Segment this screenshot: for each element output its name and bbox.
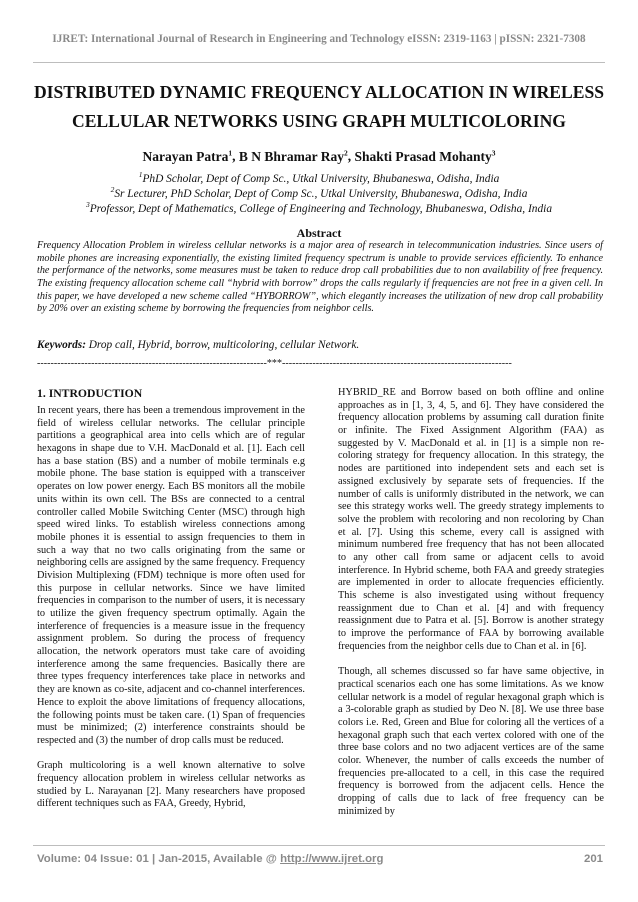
author-2: B N Bhramar Ray$^2$ xyxy=(238,148,348,164)
abstract-heading: Abstract xyxy=(296,226,342,240)
affiliation-1: $^1$PhD Scholar, Dept of Comp Sc., Utkal University, Bhubaneswa, Odisha, India xyxy=(138,170,500,185)
title-line-2: CELLULAR NETWORKS USING GRAPH MULTICOLORING xyxy=(71,111,566,131)
journal-header: IJRET: International Journal of Research in Engineering and Technology eISSN: 2319-1163 | pISSN: 2321-7308 xyxy=(52,33,586,45)
journal-link[interactable]: http://www.ijret.org xyxy=(280,853,384,865)
separator-line: --------------------------------------------------------------------***-------------------------------------------------------------------- xyxy=(37,358,512,369)
paragraph: Though, all schemes discussed so far have same objective, in practical scenarios each one has some limitations. As we know cellular network is a model of regular hexagonal graph which is a 3-colorable graph as studied by Deo N. [8]. We use three base colors i.e. Red, Green and Blue for coloring all the vertices of a hexagonal graph such that each vertex colored with one of the three base colors and no two adjacent vertices are of the same color. Whenever, the number of calls exceeds the number of frequencies pre-allocated to a cell, in this case the required frequency is borrowed from the adjacent cells. Hence the dropping of calls due to lack of free frequency can be minimized by xyxy=(338,666,604,817)
keywords xyxy=(37,339,603,351)
author-1: Narayan Patra$^1$ xyxy=(142,148,233,164)
left-column xyxy=(37,405,305,811)
paper-title xyxy=(28,78,610,136)
right-column xyxy=(338,387,604,818)
affiliation-3: $^3$Professor, Dept of Mathematics, College of Engineering and Technology, Bhubaneswa, Odisha, India xyxy=(85,200,553,215)
footer-rule xyxy=(33,845,605,846)
paragraph: HYBRID_RE and Borrow based on both offline and online approaches as in [1, 3, 4, 5, and 6]. They have considered the frequency allocation problems by assuming call duration finite or infinite. The Fixed Assignment Algorithm (FAA) as suggested by V. MacDonald et al. in [1] is a simple non re-coloring strategy for frequency allocation. In this strategy, the nodes are partitioned into independent sets and each set is assigned exclusively by separate sets of frequencies. If the number of calls is uniformly distributed in the network, we can see this strategy works well. The greedy strategy implements to solve the problem with recoloring and non recoloring by Chan et al. [7]. Using this scheme, every call is assigned with minimum numbered free frequency that has not been allocated to any other call from same or adjacent cells to avoid interference. In Hybrid scheme, both FAA and greedy strategies are implemented in order to allocate frequencies efficiently. This scheme is also investigated using without frequency reassignment due to Chan et al. [4] and with frequency reassignment due to Patra et al. [5]. Borrow is another strategy to improve the performance of FAA by borrowing available frequencies from the neighbor cells due to Chan et al. in [6]. xyxy=(338,387,604,652)
page-number: 201 xyxy=(583,853,603,865)
keywords-text: Drop call, Hybrid, borrow, multicoloring, cellular Network. xyxy=(85,339,360,351)
footer xyxy=(37,853,603,865)
affiliation-2: $^2$Sr Lecturer, PhD Scholar, Dept of Comp Sc., Utkal University, Bhubaneswa, Odisha, India xyxy=(110,185,528,200)
paragraph: In recent years, there has been a tremendous improvement in the field of wireless cellular networks. The cellular principle partitions a geographical area into cells which are of regular hexagons in shape due to V.H. MacDonald et al. [1]. Each cell has a base station (BS) and a number of mobile terminals e.g mobile phone. The base station is equipped with a transceiver operates on low power energy. Each BS monitors all the mobile units within its own cell. The BSs are connected to a central controller called Mobile Switching Center (MSC) through high speed wired links. To establish wireless connections among mobile phones it is essential to assign frequencies to them in such a way that no two calls originating from the same or neighboring cells are assigned by the same frequency. Frequency Division Multiplexing (FDM) technique is more often used for this purpose in cellular networks. Since we have limited frequencies in comparison to the number of users, it is necessary to utilize the given frequency spectrum optimally. Again the interference of frequencies is a measure issue in the frequency assignment problem. So during the process of frequency allocation, the network operators must take care of avoiding interference among the same frequencies. Basically there are three types frequency interferences take place in networks and they are known as co-site, adjacent and co-channel interferences. Hence to exploit the above limitations of frequency allocations, the following points must be taken care. (1) Span of frequencies must be minimized; (2) interference constraints should be respected and (3) the number of drop calls must be reduced. xyxy=(37,405,305,746)
abstract-text: Frequency Allocation Problem in wireless cellular networks is a major area of research in telecommunication industries. Since users of mobile phones are increasing exponentially, the existing limited frequency spectrum is unable to provide services efficiently. To enhance the performance of the networks, some measures must be taken to reduce drop call probabilities due to non availability of free frequency. The existing frequency allocation scheme call “hybrid with borrow” drops the calls regularly if frequencies are not free in a given cell. In this paper, we have developed a new scheme called “HYBORROW”, which elegantly increases the utilization of new drop call probability by 20% over an existing scheme by borrowing the frequencies from neighbor cells. xyxy=(37,240,603,315)
paragraph: Graph multicoloring is a well known alternative to solve frequency allocation problem in wireless cellular networks as studied by L. Narayanan [2]. Many researchers have proposed different techniques such as FAA, Greedy, Hybrid, xyxy=(37,760,305,810)
author-3: Shakti Prasad Mohanty$^3$ xyxy=(354,148,496,164)
author-list: Narayan Patra$^1$, B N Bhramar Ray$^2$, Shakti Prasad Mohanty$^3$ xyxy=(142,148,496,164)
title-line-1: DISTRIBUTED DYNAMIC FREQUENCY ALLOCATION IN WIRELESS xyxy=(33,82,605,102)
keywords-label: Keywords: xyxy=(37,339,86,351)
footer-text: Volume: 04 Issue: 01 | Jan-2015, Available @ xyxy=(37,853,281,865)
header-rule xyxy=(33,62,605,63)
section-heading: 1. INTRODUCTION xyxy=(37,387,143,400)
